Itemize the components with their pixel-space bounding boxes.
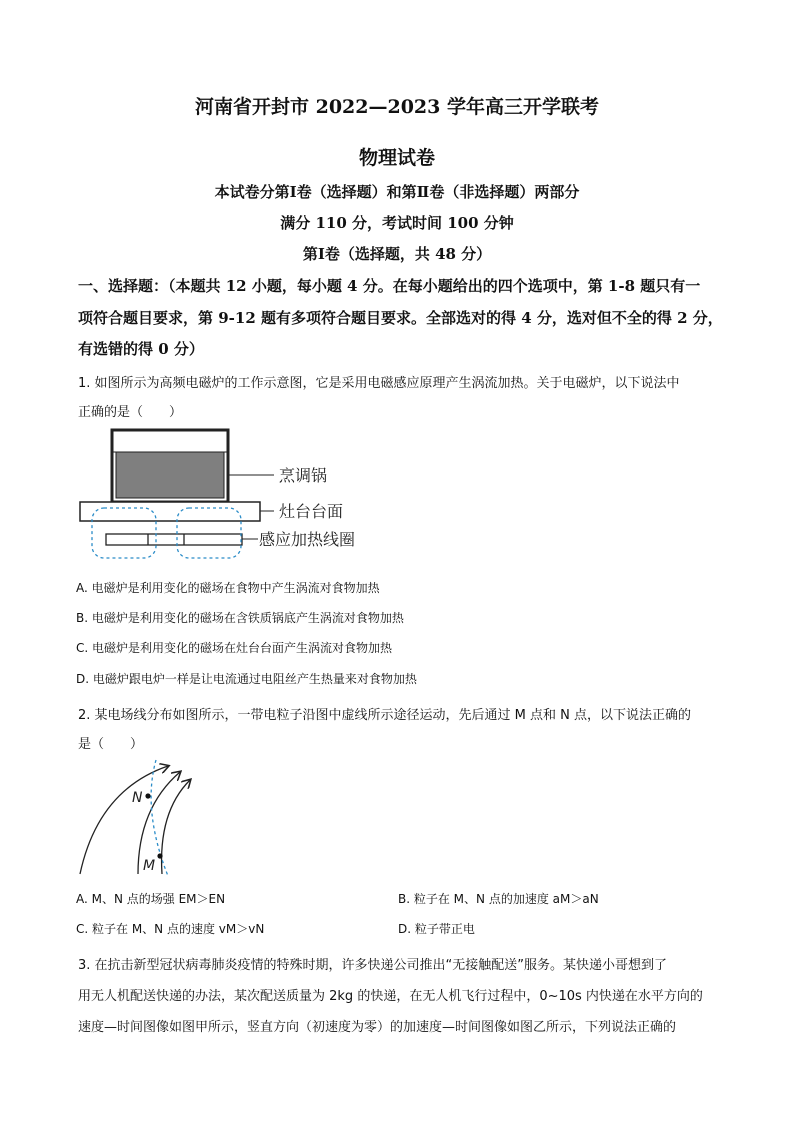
pot-figure xyxy=(112,430,228,502)
heating-coil xyxy=(106,534,242,545)
label-pot: 烹调锅 xyxy=(279,466,328,485)
q1-option-b[interactable]: B. 电磁炉是利用变化的磁场在含铁质锅底产生涡流对食物加热 xyxy=(76,611,404,625)
point-n xyxy=(145,793,150,798)
stove-top xyxy=(80,502,260,521)
q3-stem-line-2: 用无人机配送快递的办法，某次配送质量为 2kg 的快递，在无人机飞行过程中，0~10s 内快递在水平方向的 xyxy=(78,989,703,1004)
q2-stem-line-2: 是（ ） xyxy=(78,737,144,752)
q2-stem-line-1: 2. 某电场线分布如图所示，一带电粒子沿图中虚线所示途径运动，先后通过 M 点和 N 点，以下说法正确的 xyxy=(78,708,692,723)
section1-line-1: 一、选择题：（本题共 12 小题，每小题 4 分。在每小题给出的四个选项中，第 1-8 题只有一 xyxy=(78,277,701,295)
q1-stem-line-2: 正确的是（ ） xyxy=(78,405,183,420)
subject-title: 物理试卷 xyxy=(358,147,435,169)
label-m: M xyxy=(143,858,156,874)
q1-option-a[interactable]: A. 电磁炉是利用变化的磁场在食物中产生涡流对食物加热 xyxy=(76,581,380,595)
exam-structure: 本试卷分第Ⅰ卷（选择题）和第Ⅱ卷（非选择题）两部分 xyxy=(214,183,580,201)
label-coil: 感应加热线圈 xyxy=(259,530,356,549)
q2-option-c[interactable]: C. 粒子在 M、N 点的速度 vM＞vN xyxy=(76,922,265,936)
q2-option-b[interactable]: B. 粒子在 M、N 点的加速度 aM＞aN xyxy=(398,892,599,906)
q2-option-d[interactable]: D. 粒子带正电 xyxy=(398,922,475,936)
exam-title: 河南省开封市 2022—2023 学年高三开学联考 xyxy=(195,96,599,118)
label-n: N xyxy=(132,790,143,806)
section1-line-3: 有选错的得 0 分） xyxy=(78,340,204,358)
q3-stem-line-3: 速度—时间图像如图甲所示，竖直方向（初速度为零）的加速度—时间图像如图乙所示，下列说法正确的 xyxy=(78,1020,677,1035)
q2-option-a[interactable]: A. M、N 点的场强 EM＞EN xyxy=(76,892,226,906)
q1-induction-cooker-figure xyxy=(76,428,396,563)
q1-stem-line-1: 1. 如图所示为高频电磁炉的工作示意图，它是采用电磁感应原理产生涡流加热。关于电磁炉，以下说法中 xyxy=(78,376,680,391)
q1-option-d[interactable]: D. 电磁炉跟电炉一样是让电流通过电阻丝产生热量来对食物加热 xyxy=(76,672,417,686)
q1-option-c[interactable]: C. 电磁炉是利用变化的磁场在灶台台面产生涡流对食物加热 xyxy=(76,641,393,655)
field-line-3 xyxy=(162,780,190,874)
point-m xyxy=(157,853,162,858)
q3-stem-line-1: 3. 在抗击新型冠状病毒肺炎疫情的特殊时期，许多快递公司推出“无接触配送”服务。某快递小哥想到了 xyxy=(78,958,668,973)
label-stove: 灶台台面 xyxy=(279,502,344,521)
part1-heading: 第Ⅰ卷（选择题，共 48 分） xyxy=(302,245,492,263)
score-time: 满分 110 分，考试时间 100 分钟 xyxy=(280,214,514,232)
q2-electric-field-figure xyxy=(76,758,206,876)
section1-line-2: 项符合题目要求，第 9-12 题有多项符合题目要求。全部选对的得 4 分，选对但不全的得 2 分， xyxy=(78,309,723,327)
